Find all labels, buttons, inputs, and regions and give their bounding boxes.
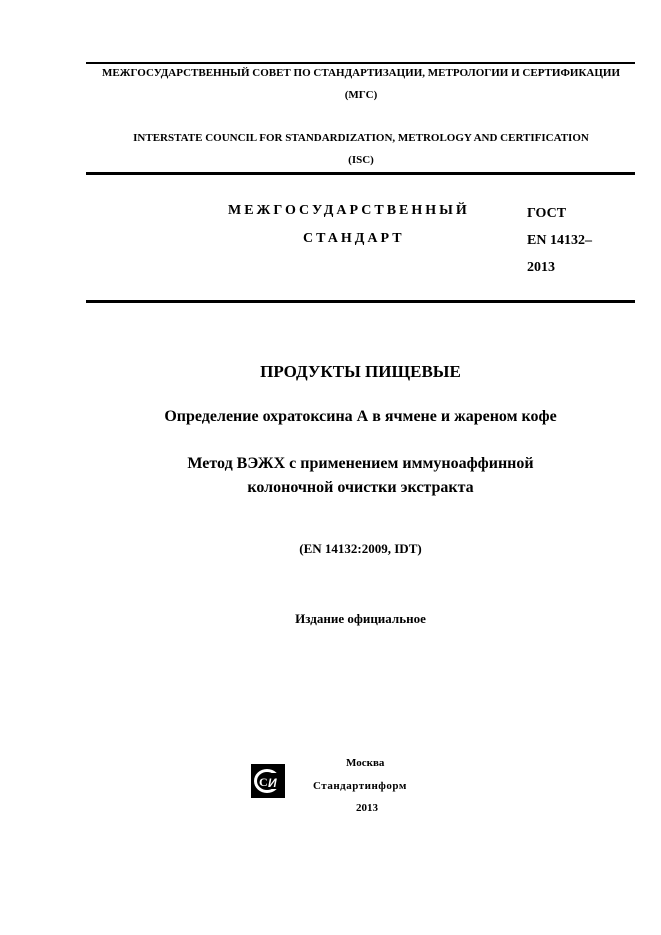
top-rule: [86, 62, 635, 64]
gost-year: 2013: [527, 260, 555, 275]
publisher-year: 2013: [356, 802, 378, 814]
gost-label: ГОСТ: [527, 206, 567, 221]
document-title: ПРОДУКТЫ ПИЩЕВЫЕ: [260, 362, 461, 381]
gost-designation: [527, 200, 617, 281]
reference-standard: (EN 14132:2009, IDT): [299, 541, 422, 556]
council-abbr-en: (ISC): [348, 154, 374, 166]
publisher-city: Москва: [346, 757, 385, 769]
council-name-ru: МЕЖГОСУДАРСТВЕННЫЙ СОВЕТ ПО СТАНДАРТИЗАЦИИ, МЕТРОЛОГИИ И СЕРТИФИКАЦИИ: [101, 67, 621, 79]
header-bottom-rule: [86, 172, 635, 175]
gost-number: EN 14132–: [527, 233, 592, 248]
standard-type-line2: СТАНДАРТ: [303, 231, 405, 246]
standard-type-line1: МЕЖГОСУДАРСТВЕННЫЙ: [228, 203, 470, 218]
council-abbr-ru: (МГС): [344, 89, 378, 101]
svg-text:И: И: [268, 776, 277, 790]
document-subtitle: Определение охратоксина А в ячмене и жареном кофе: [164, 408, 557, 425]
method-line-2: колоночной очистки экстракта: [247, 479, 474, 496]
method-line-1: Метод ВЭЖХ с применением иммуноаффинной: [187, 455, 534, 472]
standard-bottom-rule: [86, 300, 635, 303]
publisher-name: Стандартинформ: [313, 780, 407, 792]
council-name-en: INTERSTATE COUNCIL FOR STANDARDIZATION, METROLOGY AND CERTIFICATION: [133, 132, 589, 144]
edition-note: Издание официальное: [295, 611, 426, 626]
standartinform-logo-icon: [251, 764, 285, 798]
svg-text:С: С: [259, 775, 268, 789]
